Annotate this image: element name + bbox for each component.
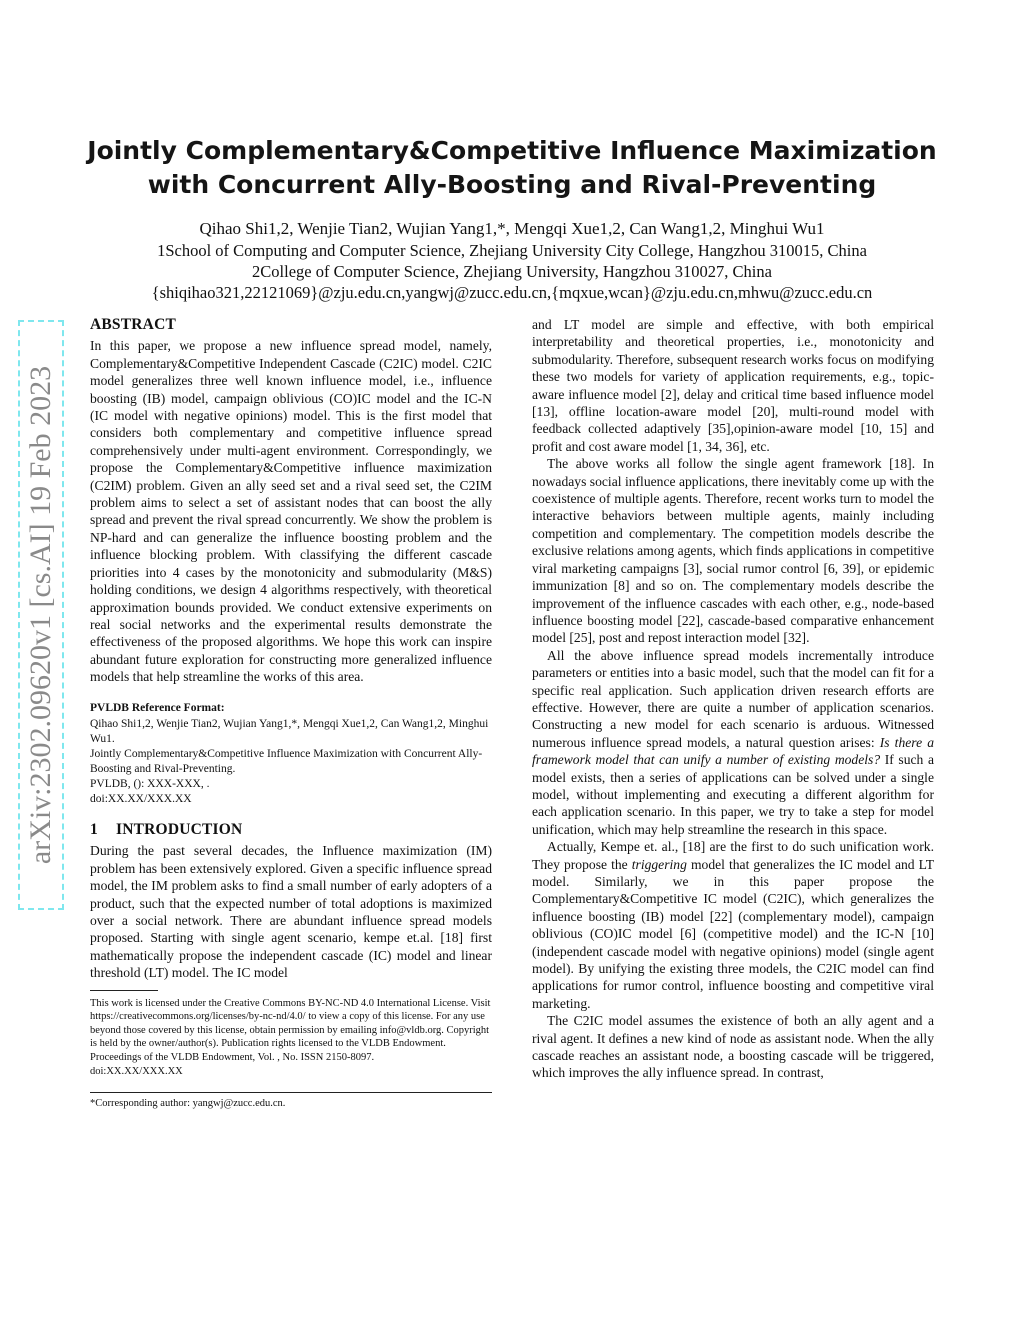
title-line-2: with Concurrent Ally-Boosting and Rival-Preventing — [147, 170, 877, 199]
intro-paragraph-1: During the past several decades, the Influence maximization (IM) problem has been extensively explored. Given a specific influence spread model, the IM problem asks to find a small number of early adopters of a product, such that the expected number of total adoptions is maximized over a social network. There are abundant influence spread models proposed. Starting with single agent scenario, kempe et.al. [18] first mathematically propose the independent cascade (IC) model and linear threshold (LT) model. The IC model — [90, 843, 492, 981]
copyright-divider — [90, 990, 158, 991]
author-block — [60, 218, 964, 303]
triggering-term: triggering — [631, 856, 687, 872]
section-number: 1 — [90, 820, 98, 838]
reference-title: Jointly Complementary&Competitive Influence Maximization with Concurrent Ally-Boosting and Rival-Preventing. — [90, 747, 483, 775]
reference-doi: doi:XX.XX/XXX.XX — [90, 792, 192, 805]
affiliation-1: 1School of Computing and Computer Science, Zhejiang University City College, Hangzhou 310015, China — [157, 241, 867, 260]
p4-text-a: All the above influence spread models incrementally introduce parameters or entities into a basic model, such that the model can fit for a specific real application. Such application driven research efforts are effective. However, there are quite a number of application scenarios. Constructing a new model for each scenario is arduous. Witnessed numerous influence spread models, a natural question arises: — [532, 647, 934, 750]
research-question: Is there a framework model that can unify a number of existing models? — [532, 734, 934, 768]
paper-title — [60, 134, 964, 202]
corresponding-author-footnote: *Corresponding author: yangwj@zucc.edu.cn. — [90, 1098, 286, 1110]
reference-authors: Qihao Shi1,2, Wenjie Tian2, Wujian Yang1,*, Mengqi Xue1,2, Can Wang1,2, Minghui Wu1. — [90, 717, 489, 745]
p5-text-a: Actually, Kempe et. al., [18] are the first to do such unification work. They propose the — [532, 839, 934, 872]
p5-text-b: model that generalizes the IC model and LT model. Similarly, we in this paper propose the Complementary&Competitive IC model (C2IC), which generalizes the influence boosting (IB) model [22] (complementary model), campaign oblivious (CO)IC model [6] (competitive model) and the IC-N [10] (independent cascade model with negative opinions) model (single agent model). By unifying the existing three models, the C2IC model can find applications for rumor control, influence boosting and competitive viral marketing. — [532, 856, 934, 1011]
affiliation-2: 2College of Computer Science, Zhejiang University, Hangzhou 310027, China — [252, 262, 772, 281]
intro-paragraph-2: and LT model are simple and effective, with both empirical interpretability and theoretical properties, i.e., monotonicity and submodularity. Therefore, subsequent research works focus on modifying these two models for variety of application requirements, e.g., topic-aware influence model [2], delay and critical time based influence model [13], offline location-aware model [20], multi-round model with feedback collected adaptively [35],opinion-aware model [10, 15] and profit and cost aware model [1, 34, 36], etc. — [532, 317, 934, 454]
arxiv-stamp-text: arXiv:2302.09620v1 [cs.AI] 19 Feb 2023 — [24, 365, 57, 865]
section-title: INTRODUCTION — [116, 820, 243, 838]
intro-paragraph-6: The C2IC model assumes the existence of both an ally agent and a rival agent. It defines a new kind of node as assistant node. When the ally cascade reaches an assistant node, a boosting cascade will be triggered, which improves the ally influence spread. In contrast, — [532, 1013, 934, 1081]
reference-venue: PVLDB, (): XXX-XXX, . — [90, 777, 210, 790]
footnote-divider — [90, 1092, 492, 1093]
title-line-1: Jointly Complementary&Competitive Influence Maximization — [87, 136, 937, 165]
intro-paragraph-5 — [532, 838, 934, 1012]
abstract-heading: ABSTRACT — [90, 316, 177, 333]
abstract-text: In this paper, we propose a new influence spread model, namely, Complementary&Competitive Independent Cascade (C2IC) model. C2IC model generalizes three well known influence model, i.e., influence boosting (IB) model, campaign oblivious (CO)IC model and the IC-N (IC model with negative opinions) model. This is the first model that considers both complementary and competitive influence spread comprehensively under multi-agent environment. Correspondingly, we propose the Complementary&Competitive influence maximization (C2IM) problem. Given an ally seed set and a rival seed set, the C2IM problem aims to select a set of assistant nodes that can boost the ally spread and prevent the rival spread concurrently. We show the problem is NP-hard and can generalize the influence boosting problem and the influence blocking problem. With classifying the different cascade priorities into 4 cases by the monotonicity and submodularity (M&S) holding conditions, we design 4 algorithms respectively, with theoretical approximation bounds provided. We conduct extensive experiments on real social networks and the experimental results demonstrate the effectiveness of the proposed algorithms. We hope this work can inspire abundant future exploration for constructing more generalized influence models that help streamline the works of this area. — [90, 338, 492, 685]
author-names: Qihao Shi1,2, Wenjie Tian2, Wujian Yang1,*, Mengqi Xue1,2, Can Wang1,2, Minghui Wu1 — [199, 219, 825, 238]
left-column — [90, 316, 492, 1111]
right-column — [532, 316, 934, 1082]
reference-format-heading: PVLDB Reference Format: — [90, 701, 225, 714]
introduction-heading — [90, 821, 492, 838]
license-text: This work is licensed under the Creative Commons BY-NC-ND 4.0 International License. Visit https://creativecommons.org/licenses/by-nc-nd/4.0/ to view a copy of this license. For any use beyond those covered by this license, obtain permission by emailing info@vldb.org. Copyright is held by the owner/author(s). Publication rights licensed to the VLDB Endowment. — [90, 997, 491, 1050]
arxiv-stamp — [18, 320, 64, 910]
p4-text-b: If such a model exists, then a series of applications can be solved under a single model, without implementing and executing a different algorithm for each application scenario. In this paper, we try to take a step for model unification, which may help streamline the research in this space. — [532, 752, 934, 837]
intro-paragraph-3: The above works all follow the single agent framework [18]. In nowadays social influence applications, there inevitably come up with the coexistence of multiple agents. Therefore, recent works turn to model the interactive behaviors between multiple agents, mainly including competition and complementary. The competition models describe the exclusive relations among agents, which finds applications in competitive viral marketing campaigns [3], social rumor control [6, 39], or epidemic immunization [8] and so on. The complementary models describe the improvement of the influence cascades with each other, e.g., node-based influence boosting model [22], cascade-based comparative enhancement model [25], post and repost interaction model [32]. — [532, 456, 934, 646]
proceedings-text: Proceedings of the VLDB Endowment, Vol. , No. ISSN 2150-8097. — [90, 1051, 375, 1063]
copyright-doi: doi:XX.XX/XXX.XX — [90, 1065, 183, 1077]
intro-paragraph-4 — [532, 647, 934, 838]
author-emails: {shiqihao321,22121069}@zju.edu.cn,yangwj@zucc.edu.cn,{mqxue,wcan}@zju.edu.cn,mhwu@zucc.edu.cn — [151, 283, 873, 302]
